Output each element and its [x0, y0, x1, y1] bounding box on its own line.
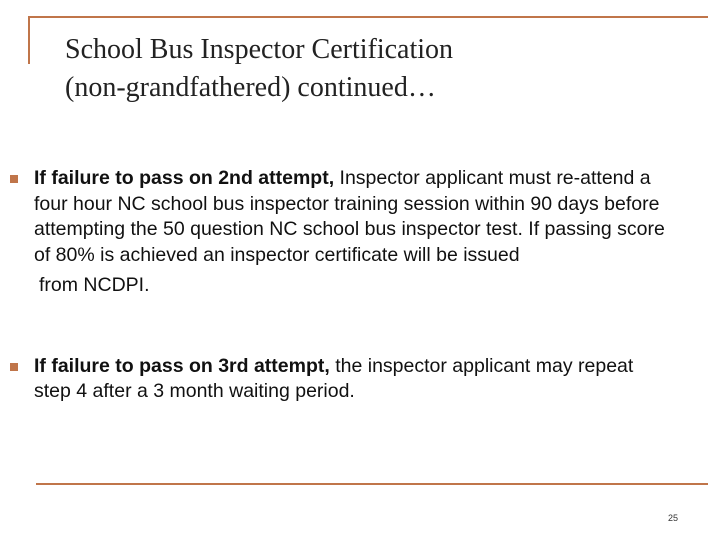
bottom-accent-rule — [36, 483, 708, 485]
page-number: 25 — [667, 513, 678, 523]
bullet-text: the inspector applicant may repeat step 4 after a 3 month waiting period. — [34, 354, 634, 402]
bullet-lead: If failure to pass on 3rd attempt, — [34, 354, 330, 377]
title-line-1: School Bus Inspector Certification — [65, 34, 454, 65]
left-accent-rule — [28, 16, 30, 64]
square-bullet-icon — [10, 363, 18, 371]
top-accent-rule — [28, 16, 708, 18]
square-bullet-icon — [10, 175, 18, 183]
bullet-continuation: from NCDPI. — [39, 274, 150, 296]
bullet-text: Inspector applicant must re-attend a four hour NC school bus inspector training session within 90 days before attempting the 50 question NC school bus inspector test. If passing score of 80% is achieved an inspector certificate will be issued — [34, 167, 665, 266]
title-line-2: (non-grandfathered) continued… — [65, 72, 436, 103]
slide-title — [65, 31, 685, 107]
bullet-item-3rd-attempt — [0, 354, 670, 405]
bullet-lead: If failure to pass on 2nd attempt, — [34, 167, 335, 189]
bullet-item-2nd-attempt — [0, 166, 670, 299]
bullet-list — [0, 166, 720, 405]
